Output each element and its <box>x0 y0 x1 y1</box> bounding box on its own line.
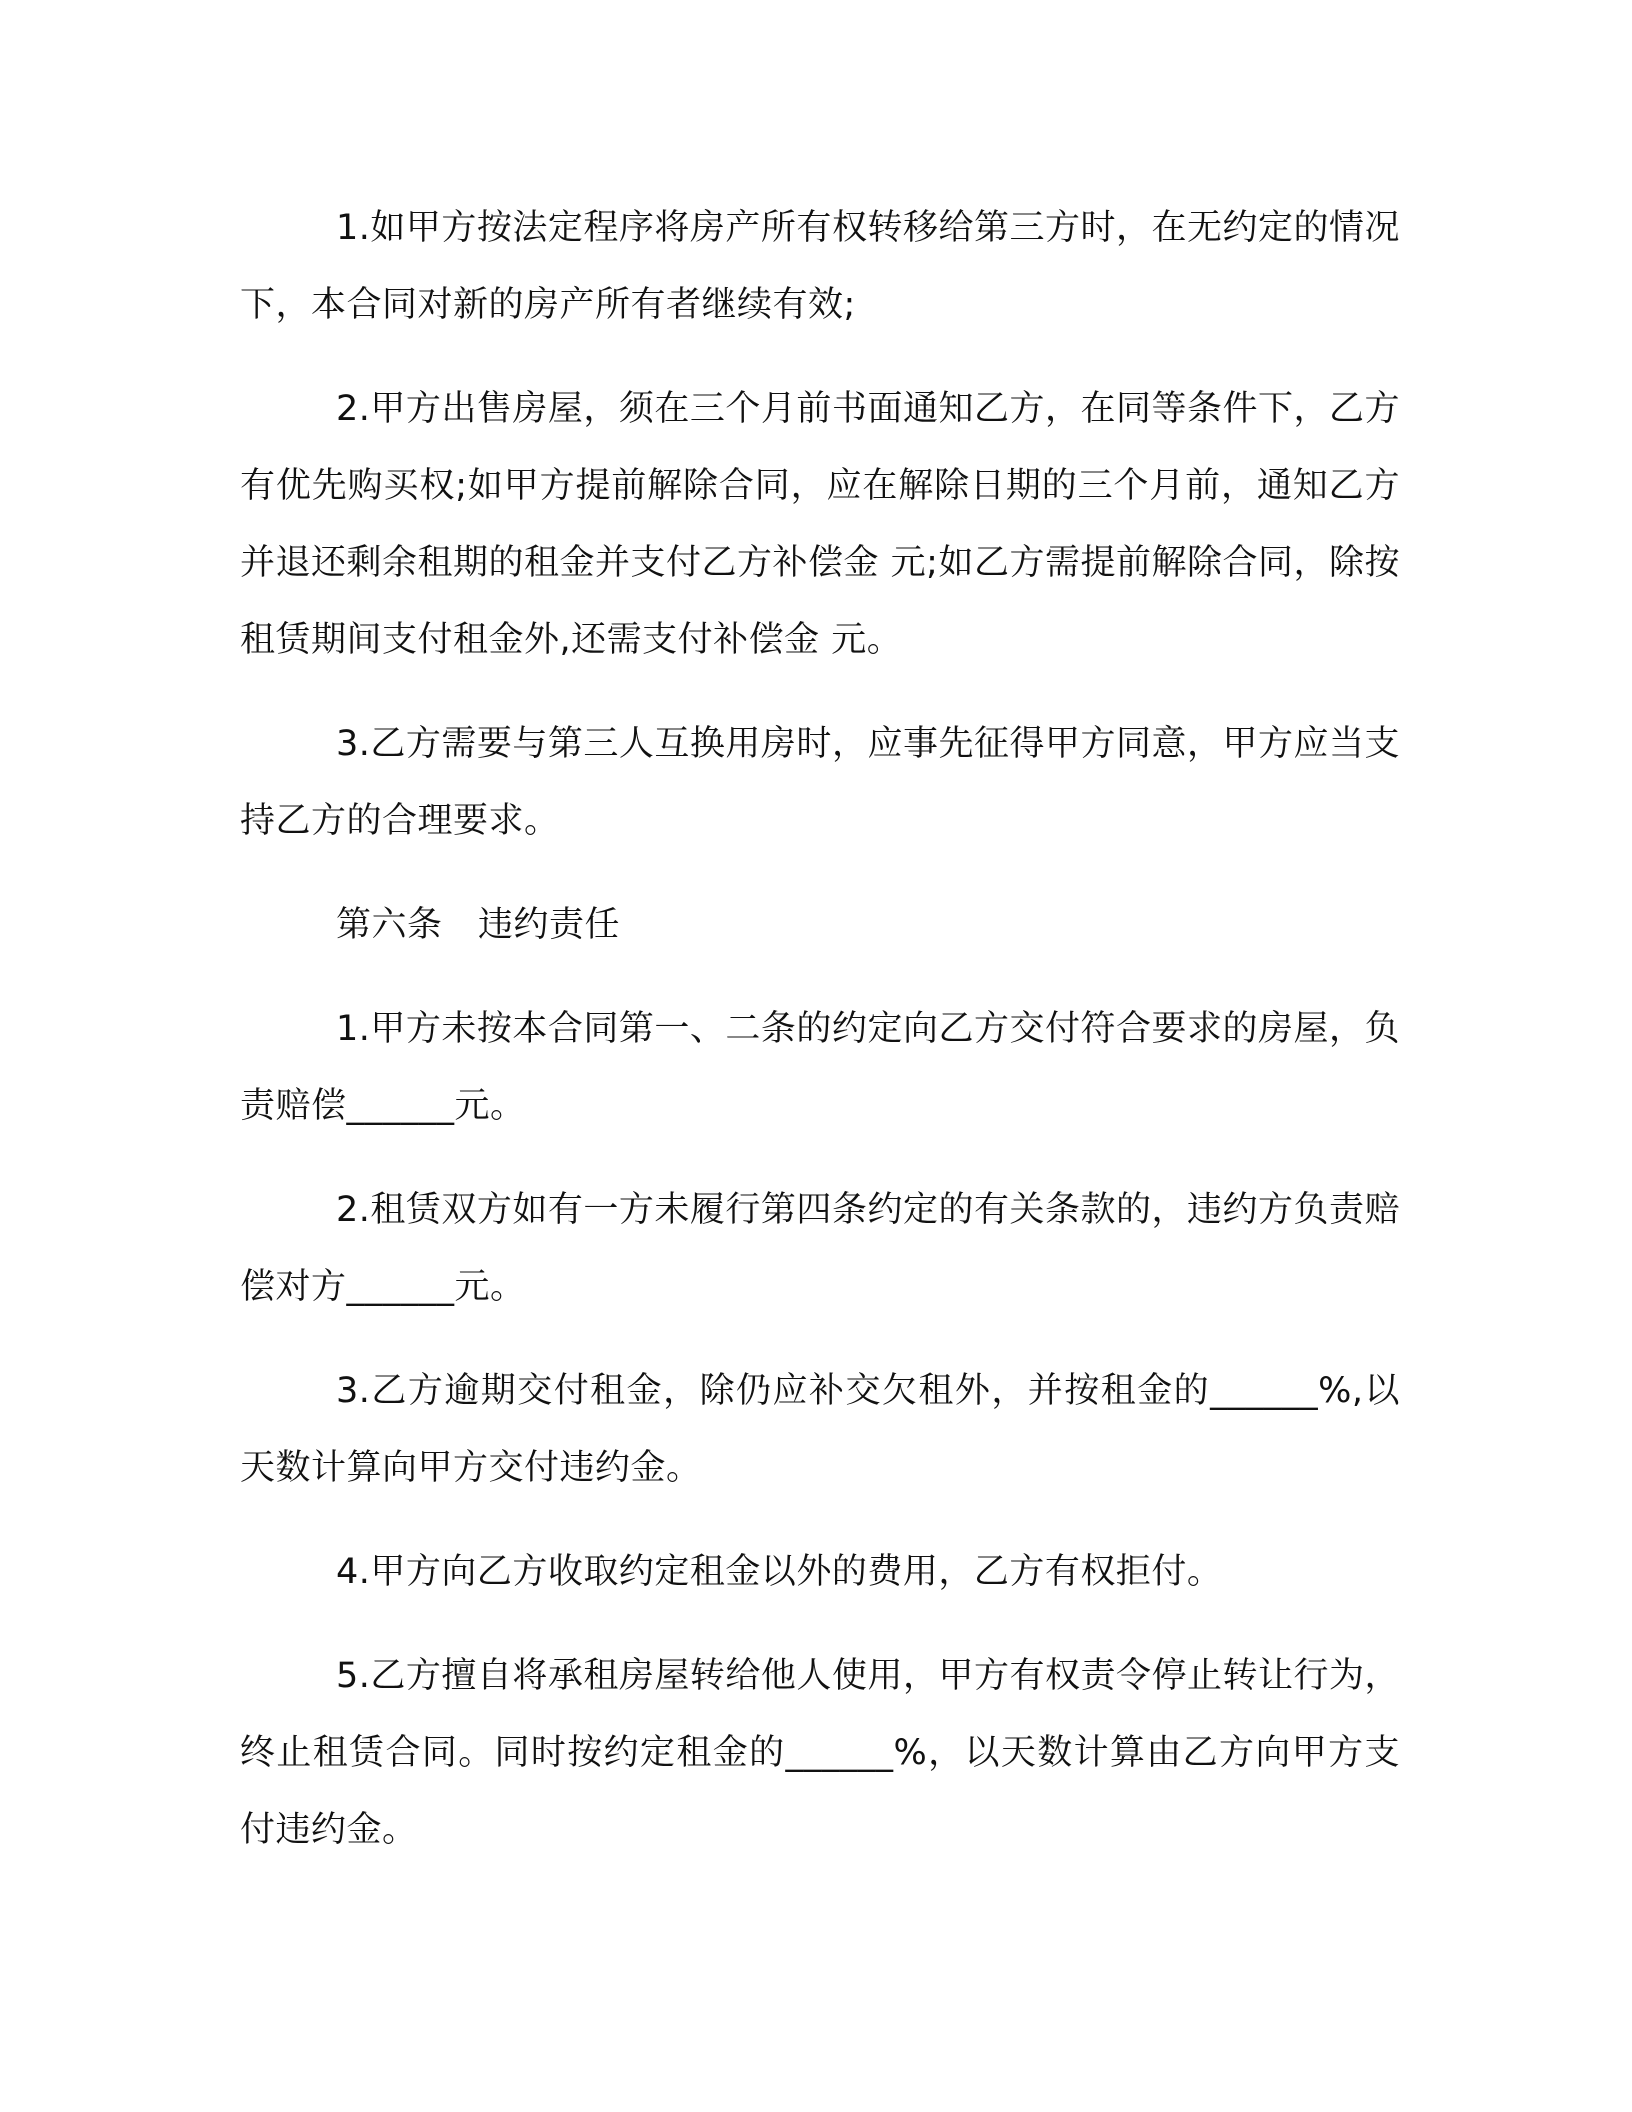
paragraph-liability-1: 1.甲方未按本合同第一、二条的约定向乙方交付符合要求的房屋，负责赔偿______元。 <box>240 1009 1400 1126</box>
paragraph-clause-1: 1.如甲方按法定程序将房产所有权转移给第三方时，在无约定的情况下，本合同对新的房产所有者继续有效; <box>240 208 1400 325</box>
paragraph-liability-2: 2.租赁双方如有一方未履行第四条约定的有关条款的，违约方负责赔偿对方______元。 <box>240 1190 1400 1307</box>
section-heading-article-6: 第六条 违约责任 <box>336 905 621 945</box>
paragraph-liability-5: 5.乙方擅自将承租房屋转给他人使用，甲方有权责令停止转让行为，终止租赁合同。同时按约定租金的______%，以天数计算由乙方向甲方支付违约金。 <box>240 1656 1400 1850</box>
paragraph-clause-2: 2.甲方出售房屋，须在三个月前书面通知乙方，在同等条件下，乙方有优先购买权;如甲方提前解除合同，应在解除日期的三个月前，通知乙方并退还剩余租期的租金并支付乙方补偿金 元;如乙方需提前解除合同，除按租赁期间支付租金外,还需支付补偿金 元。 <box>240 389 1400 660</box>
paragraph-liability-3: 3.乙方逾期交付租金，除仍应补交欠租外，并按租金的______%,以天数计算向甲方交付违约金。 <box>240 1371 1400 1488</box>
document-body <box>240 190 1400 1896</box>
paragraph-clause-3: 3.乙方需要与第三人互换用房时，应事先征得甲方同意，甲方应当支持乙方的合理要求。 <box>240 724 1400 841</box>
paragraph-liability-4: 4.甲方向乙方收取约定租金以外的费用，乙方有权拒付。 <box>336 1552 1223 1592</box>
